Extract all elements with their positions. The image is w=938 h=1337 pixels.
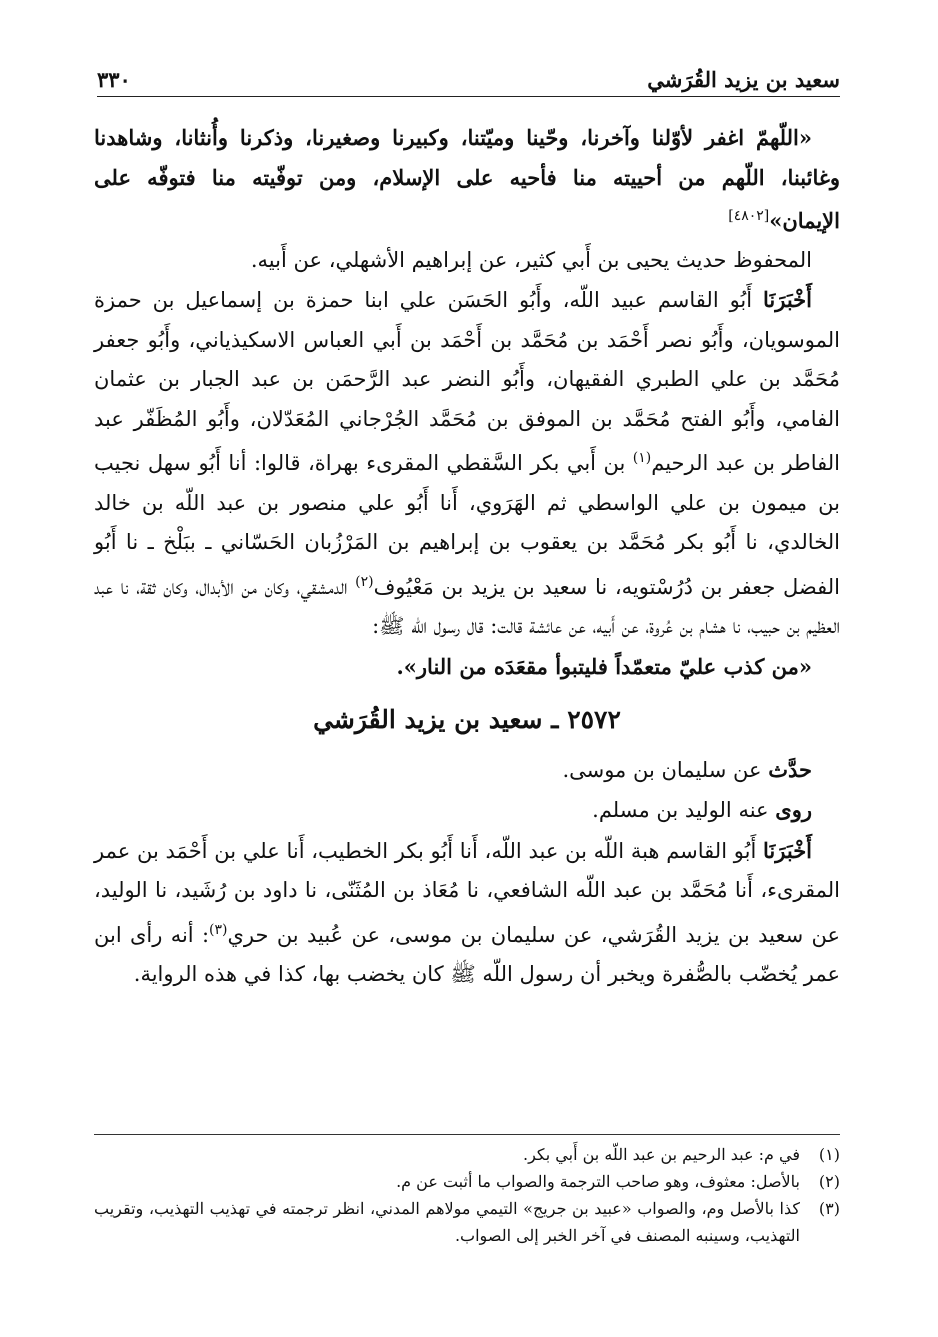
haddatha-line (94, 750, 840, 791)
footnote-number: (١) (818, 1145, 840, 1164)
footnotes-section (94, 1134, 840, 1249)
footnote-text: بالأصل: معثوف، وهو صاحب الترجمة والصواب ما أثبت عن م. (396, 1172, 800, 1191)
page-number: ٣٣٠ (97, 67, 131, 92)
haddatha-label: حدَّث (768, 756, 812, 782)
akhbarana-label-2: أَخْبَرَنَا (763, 837, 813, 863)
haddatha-text: عن سليمان بن موسى. (562, 757, 762, 782)
isnad-2-text-a: أَبُو القاسم هبة اللّه بن عبد اللّه، أَنا أَبُو بكر الخطيب، أَنا علي بن أَحْمَد بن عمر المقرىء، أَنا مُحَمَّد بن عبد اللّه الشافعي، نا مُعَاذ بن المُثَنّى، نا داود بن رُشَيد، نا الوليد، عن سعيد بن يزيد القُرَشي، عن سليمان بن موسى، عن عُبيد بن حري (94, 838, 841, 947)
footnote-marker-3[interactable]: (٣) (209, 921, 228, 938)
isnad-paragraph-1 (94, 280, 840, 647)
footnote-number: (٣) (818, 1199, 840, 1218)
hadith-text: «من كذب عليّ متعمّداً فليتبوأ مقعَدَه من النار». (396, 653, 812, 679)
akhbarana-label: أَخْبَرَنَا (763, 287, 812, 312)
entry-title: ٢٥٧٢ ـ سعيد بن يزيد القُرَشي (313, 705, 621, 734)
isnad-1-text-a: أَبُو القاسم عبيد اللّه، وأَبُو الحَسَن علي ابنا حمزة بن إسماعيل بن حمزة الموسويان، وأَبُو نصر أَحْمَد بن مُحَمَّد بن أَحْمَد بن أَبي العباس الاسكيذياني، وأَبُو جعفر مُحَمَّد بن علي الطبري الفقيهان، وأَبُو النضر عبد الرَّحمَن بن عبد الجبار بن عثمان الفامي، وأَبُو الفتح مُحَمَّد بن الموفق بن مُحَمَّد الجُرْجاني المُعَدّلان، وأَبُو المُظَفّر عبد الفاطر بن عبد الرحيم (94, 288, 840, 475)
mahfuz-paragraph: المحفوظ حديث يحيى بن أَبي كثير، عن إبراهيم الأشهلي، عن أَبيه. (250, 247, 812, 272)
rawa-text: عنه الوليد بن مسلم. (592, 798, 769, 822)
rawa-line (94, 790, 840, 831)
prayer-paragraph (94, 118, 840, 241)
footnote-number: (٢) (818, 1172, 840, 1191)
main-text (94, 118, 840, 995)
isnad-1-text-b: بن أَبي بكر السَّقطي المقرىء بهراة، قالوا: أنا أَبُو سهل نجيب بن ميمون بن علي الواسطي ثم الهَرَوي، أَنا أَبُو علي منصور بن عبد اللّه بن خالد الخالدي، نا أَبُو بكر مُحَمَّد بن يعقوب بن إبراهيم بن المَرْزُبان الحَسّاني ـ ببَلْخ ـ نا أَبُو الفضل جعفر بن دُرُسْتويه، نا سعيد بن يزيد بن مَعْيُوف (94, 451, 840, 599)
footnote-marker-2[interactable]: (٢) (355, 573, 374, 590)
footnote-marker-1[interactable]: (١) (632, 450, 652, 466)
hadith-ref-number: [٤٨٠٢] (728, 208, 770, 224)
rawa-label: روى (775, 797, 812, 822)
footnote-item (94, 1141, 840, 1168)
footnote-item (94, 1195, 840, 1249)
prayer-text: «اللّهمّ اغفر لأوّلنا وآخرنا، وحّينا وميّتنا، وكبيرنا وصغيرنا، وذكرنا وأُنثانا، وشاهدنا وغائبنا، اللّهم من أحييته منا فأحيه على الإسلام، ومن توفّيته منا فتوفّه على الإيمان» (94, 125, 840, 233)
footnote-text: كذا بالأصل وم، والصواب «عبيد بن جريج» التيمي مولاهم المدني، انظر ترجمته في تهذيب التهذيب، وتقريب التهذيب، وسينبه المصنف في آخر الخبر إلى الصواب. (94, 1199, 800, 1245)
isnad-2-text-b: : أنه رأى ابن عمر يُخضّب بالصُّفرة ويخبر أن رسول اللّه ﷺ كان يخضب بها، كذا في هذه الرواية. (94, 922, 840, 986)
running-title: سعيد بن يزيد القُرَشي (647, 67, 840, 92)
isnad-paragraph-2 (94, 831, 840, 995)
isnad-1-text-c: الدمشقي، وكان من الأبدال، وكان ثقة، نا عبد العظيم بن حبيب، نا هشام بن عُروة، عن أَبيه، عن عائشة قالت: قال رسول اللّه ﷺ: (94, 574, 840, 638)
footnote-text: في م: عبد الرحيم بن عبد اللّه بن أَبي بكر. (522, 1145, 800, 1164)
footnote-item (94, 1168, 840, 1195)
page-header (97, 56, 840, 97)
